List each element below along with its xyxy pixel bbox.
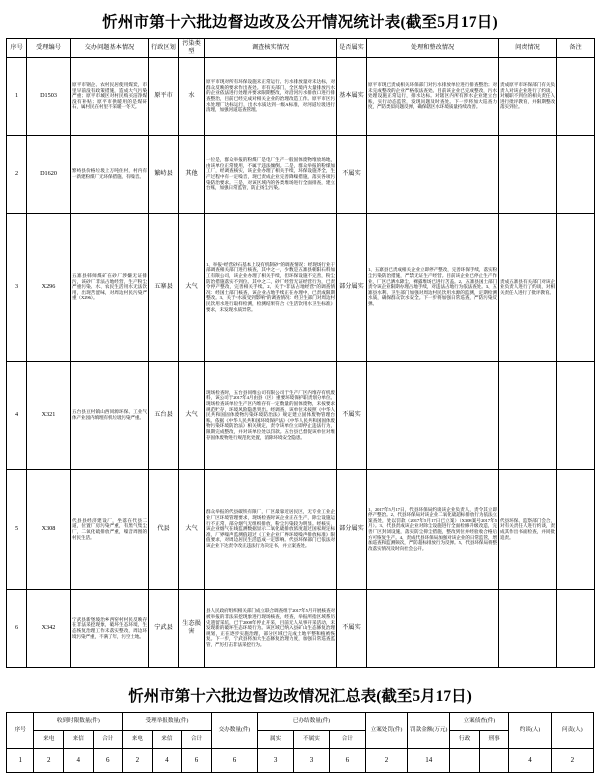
sum-val-accepted-call: 2 [123, 748, 153, 772]
sum-col-account: 问责(人) [551, 712, 593, 748]
cell-complaint: 宁武县新堡坡治乡西窑村村民反映存在非法采挖现象，破坏生态环境，生态恢复治理工作未落实整改，周边环境污染严重，不满了年，污空土地。 [71, 589, 149, 667]
cell-pollution: 其他 [179, 135, 205, 213]
sum-col-assigned: 交办数量(件) [211, 712, 257, 748]
sum-val-interview-admin [450, 748, 480, 772]
cell-accountability: 代县环保、监察部门会合，对有关责任人进行约谈，责成其作出书面检查，并同批追责。 [499, 469, 557, 589]
cell-remark [557, 589, 595, 667]
cell-district: 五寨县 [149, 213, 179, 361]
sum-val-received-total: 6 [93, 748, 123, 772]
sum-val-case: 2 [365, 748, 407, 772]
cell-pollution: 水 [179, 57, 205, 135]
sum-col-accepted: 受理举报数量(件) [123, 712, 212, 730]
sum-val-assigned: 6 [211, 748, 257, 772]
cell-remark [557, 57, 595, 135]
cell-no: 1 [7, 57, 27, 135]
cell-handling [367, 361, 499, 469]
col-header-accountability: 问责情况 [499, 39, 557, 58]
sum-col-fine: 罚款金额(万元) [408, 712, 450, 748]
cell-truth: 不属实 [337, 135, 367, 213]
cell-district: 宁武县 [149, 589, 179, 667]
cell-investigation: 1、举报“经营砂石基本上设有机制砂”的调查情况：经现场行业干部调查相关部门进行核查，其中之一，少数是五寨县朝阳石料加工有限公司，该企业办理了相关手续，但环保设施不完善，粉尘防治措施落实不到位。其中之二，砂厂经营无证经营行为，已责令停产整改，完善相关手续。2、关于“非法占地经营”的调查情况：经国土部门核查，该企业占地手续正在办理中，已责成限期整改。3、关于“水质受到影响”的调查情况：经卫生部门对周边村民饮用水进行取样检测，检测结果符合《生活饮用水卫生标准》要求，未发现水质异常。 [205, 213, 337, 361]
cell-investigation: 一位是，群众举报的粉煤厂是电厂生产一般固体废物堆放场地，由该单位正常使用，不属于违法倾倒。二是，群众举报的粉煤加工厂，经调查核实，该企业办理了相关手续，环保设施齐全，生产过程中有一定噪音，现已责成企业完善降噪措施，落实各项污染防治要求。三是，对该区域内的各类堆场进行全面排查，建立台账，加强日常监管，防止扬尘污染。 [205, 135, 337, 213]
sum-sub-interview-admin: 行政 [450, 730, 480, 748]
col-header-complaint: 交办问题基本情况 [71, 39, 149, 58]
summary-value-row [7, 748, 594, 772]
sum-col-case: 立案处罚(件) [365, 712, 407, 748]
col-header-pollution: 污染类型 [179, 39, 205, 58]
cell-code: X296 [27, 213, 71, 361]
sum-col-closed: 已办结数量(件) [258, 712, 366, 730]
cell-accountability [499, 589, 557, 667]
cell-accountability: 责成原平市环保部门有关负责人对该企业进行了约谈，对履职不到位的相关责任人进行批评教育，并限期整改落实到位。 [499, 57, 557, 135]
col-header-no: 序号 [7, 39, 27, 58]
cell-remark [557, 361, 595, 469]
table-row [7, 361, 595, 469]
cell-district: 代县 [149, 469, 179, 589]
cell-complaint: 五台县豆村镇山西同源环保、工业气体产业园内填埋有机垃圾污染严重。 [71, 361, 149, 469]
col-header-truth: 是否属实 [337, 39, 367, 58]
cell-pollution: 大气 [179, 213, 205, 361]
sum-sub-received-total: 合计 [93, 730, 123, 748]
cell-truth: 部分属实 [337, 469, 367, 589]
cell-accountability [499, 135, 557, 213]
sum-val-closed-true: 3 [258, 748, 294, 772]
col-header-code: 受理编号 [27, 39, 71, 58]
sum-col-criminal: 立案侦查(件) [450, 712, 509, 730]
col-header-investigation: 调查核实情况 [205, 39, 337, 58]
table-row [7, 135, 595, 213]
cell-handling [367, 135, 499, 213]
sum-val-fine: 14 [408, 748, 450, 772]
cell-complaint: 繁峙县价格垃圾上万吨住村，村内有一新建粉煤厂无环保措施、有噪音。 [71, 135, 149, 213]
sum-val-no: 1 [7, 748, 34, 772]
cell-remark [557, 135, 595, 213]
sum-val-closed-total: 6 [329, 748, 365, 772]
table-row [7, 213, 595, 361]
table-header-row [7, 39, 595, 58]
cell-truth: 基本属实 [337, 57, 367, 135]
cell-truth: 部分属实 [337, 213, 367, 361]
cell-accountability: 责成五寨县有关部门对该企业负责人进行了约谈，对相关责任人进行了批评教育。 [499, 213, 557, 361]
cell-handling: 原平市现已责成相关环保部门对污水排放单位进行排查整治；对未完成整改的企业严格依法查处。目前该企业已完成整改，污水处理设施正常运行，排水达标。对辖区内所有涉水企业建立台账，实行动态监管，发现问题及时查处。下一步将加大巡查力度，严防类似问题反弹，确保辖区水环境质量持续改善。 [367, 57, 499, 135]
col-header-remark: 备注 [557, 39, 595, 58]
page-title-2: 忻州市第十六批边督边改情况汇总表(截至5月17日) [128, 687, 472, 705]
inspection-details-table [6, 38, 595, 668]
cell-no: 2 [7, 135, 27, 213]
cell-complaint: 代县县经济建设厂，坐落在代县二道，位置厂房污染严重，有黑气集尘厂，二氧化硫排放严重，噪音周围的村民生活。 [71, 469, 149, 589]
cell-handling: 1、2017年5月17日，代县环保局约谈该企业负责人，责令其立即停产整治。2、代县环保局对该企业二氧化硫超标排放行为依法立案查处，处以罚款（2017年5月17日已立案）（X308案号2017年5月）。3、代县责成该企业对除尘设施进行全面检修升级改造，完善厂区封闭设施，落实防尘抑尘措施，整改到位并经验收合格后方可恢复生产。4、责成代县环保局加强对该企业的日常监管，增加巡查和监测频次，严防超标排放行为反弹。5、代县环保局将整改落实情况及时向社会公开。 [367, 469, 499, 589]
cell-remark [557, 469, 595, 589]
col-header-district: 行政区划 [149, 39, 179, 58]
cell-no: 6 [7, 589, 27, 667]
table-row [7, 57, 595, 135]
sum-sub-accepted-call: 来电 [123, 730, 153, 748]
sum-val-received-letter: 4 [63, 748, 93, 772]
cell-truth: 不属实 [337, 589, 367, 667]
sum-sub-closed-total: 合计 [329, 730, 365, 748]
cell-pollution: 大气 [179, 469, 205, 589]
summary-header-row-1 [7, 712, 594, 730]
sum-val-talk: 4 [509, 748, 551, 772]
sum-sub-received-call: 来电 [34, 730, 64, 748]
cell-code: D1503 [27, 57, 71, 135]
cell-code: X308 [27, 469, 71, 589]
sum-sub-interview-crim: 刑事 [479, 730, 509, 748]
cell-investigation: 原平市现对所有环保设施未正常运行、污水排放量对未达标，对群众反映的要求作出查处。市有关部门，全区境内大量排放污水的企业依法进行处理并要求限期整改，对沿河污水排放口进行排查整治，目前已经完成对相关企业的治理改造工作。原平市区污水处理厂达标运行，出水水质达到一级A标准，对河道垃圾进行清理，加强河道巡查管理。 [205, 57, 337, 135]
sum-col-no: 序号 [7, 712, 34, 748]
cell-complaint: 原平市钢企、农村民居使用煤炭，市里早前没有政策措施，造成大气污染严重；原平市城区对村民购买洁净煤没有补贴；原平市供暖用的是煤矸石，属村民在村里不采暖一冬天。 [71, 57, 149, 135]
page-title-1: 忻州市第十六批边督边改及公开情况统计表(截至5月17日) [102, 14, 498, 31]
cell-remark [557, 213, 595, 361]
cell-investigation: 现场检查时，五台县同维公司有限公司于生产厂区内堆存有机废料，该公司于2017年4月由县（区）重要环境保护职责划分单位。现场检查该单位生产区内堆存有一定数量的固体废物，未按要求规范贮存，环境风险隐患突出。经调查，该单位未按照《中华人民共和国固体废物污染环境防治法》规定建立固体废物管理台账。依据《中华人民共和国环境保护法》《中华人民共和国固体废物污染环境防治法》相关规定，责令该单位立即停止违法行为，限期完成整改，并对该单位处以罚款。五台县已督促该单位对堆存固体废物进行规范化处置，消除环境安全隐患。 [205, 361, 337, 469]
table-row [7, 469, 595, 589]
cell-no: 5 [7, 469, 27, 589]
cell-investigation: 县人民政府组织相关部门成立联合调查组于2017年5月开展核查对被举报的非法采挖现象进行现场核查，经查，举报所指区域系历史遗留采坑，已于2008年停止开采，目前无人从事开采活动，未发现新的破坏生态环境行为。该区域已纳入县矿山生态修复治理规划，正在逐步实施治理，部分区域已完成土地平整和植被恢复。下一步，宁武县将加大生态修复治理力度，加强日常巡查监管，严厉打击非法采挖行为。 [205, 589, 337, 667]
sum-val-accepted-total: 6 [182, 748, 212, 772]
cell-no: 4 [7, 361, 27, 469]
cell-truth: 不属实 [337, 361, 367, 469]
cell-code: X342 [27, 589, 71, 667]
cell-pollution: 生态损害 [179, 589, 205, 667]
cell-no: 3 [7, 213, 27, 361]
sum-val-closed-false: 3 [294, 748, 330, 772]
cell-district: 原平市 [149, 57, 179, 135]
sum-col-talk: 约谈(人) [509, 712, 551, 748]
sum-val-accepted-letter: 4 [152, 748, 182, 772]
cell-code: D1620 [27, 135, 71, 213]
sum-val-account: 2 [551, 748, 593, 772]
cell-investigation: 群众举报的代县碳铁有限厂，厂区最靠近居民区，无专业工业企业厂区环境管理要求，现场检查时该企业正在生产，除尘设施运行不正常，部分烟气无组织排放，粉尘污染较为明显。经核实，该企业烟气在线监测数据显示二氧化硫排放浓度超过国家规定标准，厂界噪声监测值超过《工业企业厂界环境噪声排放标准》限值要求，对周边居民生活造成一定影响。代县环保部门已依法对该企业下达责令改正违法行为决定书，并立案查处。 [205, 469, 337, 589]
cell-handling [367, 589, 499, 667]
cell-code: X321 [27, 361, 71, 469]
sum-sub-received-letter: 来信 [63, 730, 93, 748]
cell-handling: 1、五寨县已责成相关企业立即停产整改，完善环保手续，落实粉尘污染防治措施，严禁无证生产经营。目前该企业已停止生产作业，厂区已洒水降尘，裸露堆场已进行苫盖。2、五寨县国土部门责令该企业限期办理占地手续，对违法占地行为依法查处。3、五寨县水利、卫生部门加强对周边村民饮用水源的监测，定期检测水质，确保群众饮水安全。下一步将加强日常巡查，严防污染反弹。 [367, 213, 499, 361]
inspection-summary-table [6, 712, 594, 773]
sum-val-interview-crim [479, 748, 509, 772]
cell-complaint: 五寨县韩师煤矿在砂厂涉嫌无证排污，该砂厂非法占地经营，生产粉尘严重污染、水、农民生活用水无法饮用，出现苦涩味，对周边村民污染严重（X296）。 [71, 213, 149, 361]
sum-val-received-call: 2 [34, 748, 64, 772]
table-row [7, 589, 595, 667]
sum-sub-closed-false: 不属实 [294, 730, 330, 748]
sum-sub-closed-true: 属实 [258, 730, 294, 748]
cell-pollution: 大气 [179, 361, 205, 469]
sum-sub-accepted-letter: 来信 [152, 730, 182, 748]
cell-district: 五台县 [149, 361, 179, 469]
cell-accountability [499, 361, 557, 469]
cell-district: 繁峙县 [149, 135, 179, 213]
col-header-handling: 处理和整改情况 [367, 39, 499, 58]
sum-sub-accepted-total: 合计 [182, 730, 212, 748]
sum-col-received: 收到时限数量(件) [34, 712, 123, 730]
